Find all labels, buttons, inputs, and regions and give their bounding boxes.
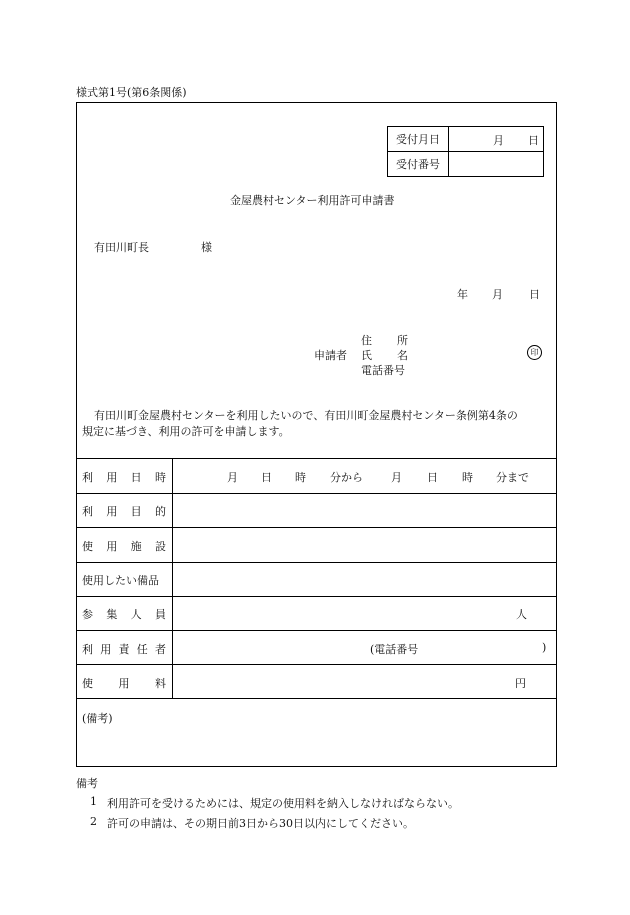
remarks-field[interactable] [77,724,556,766]
receipt-month: 月 [493,134,504,147]
addressee-honorific: 様 [201,241,212,254]
form-title: 金屋農村センター利用許可申請書 [230,194,395,207]
label-datetime: 利 用 日 時 [82,471,166,484]
body-line-1: 有田川町金屋農村センターを利用したいので、有田川町金屋農村センター条例第4条の [94,409,518,422]
fee-field[interactable] [173,665,557,698]
receipt-date-field[interactable] [449,127,544,152]
receipt-date-label: 受付月日 [388,127,449,152]
date-month: 月 [492,288,503,301]
manager-phone-open: (電話番号 [370,643,419,656]
addressee-name: 有田川町長 [94,241,149,254]
date-year: 年 [457,288,468,301]
note-text-2: 許可の申請は、その期日前3日から30日以内にしてください。 [107,817,414,830]
name-char-1: 氏 [361,349,372,362]
receipt-box [387,126,544,177]
label-equipment: 使用したい備品 [82,574,159,587]
applicant-role: 申請者 [314,349,347,362]
address-char-1: 住 [361,334,372,347]
label-manager: 利 用 責 任 者 [82,643,166,656]
address-char-2: 所 [397,334,408,347]
form-number: 様式第1号(第6条関係) [76,86,187,99]
date-day: 日 [529,288,540,301]
manager-phone-close: ) [542,641,547,654]
applicant-phone-label: 電話番号 [361,364,405,377]
receipt-number-label: 受付番号 [388,152,449,177]
body-line-2: 規定に基づき、利用の許可を申請します。 [82,425,290,438]
attendees-unit: 人 [516,608,527,621]
label-purpose: 利 用 目 的 [82,505,166,518]
facility-field[interactable] [173,528,557,562]
purpose-field[interactable] [173,494,557,527]
manager-field[interactable] [173,631,557,664]
label-fee: 使 用 料 [82,677,166,690]
row-divider [76,698,557,699]
note-num-2: 2 [90,815,97,828]
label-facility: 使 用 施 設 [82,540,166,553]
fee-unit: 円 [515,677,526,690]
name-char-2: 名 [397,349,408,362]
datetime-field[interactable]: 月 日 時 分から 月 日 時 分まで [227,471,529,484]
remarks-label: (備考) [82,712,113,725]
attendees-field[interactable] [173,597,557,630]
label-attendees: 参 集 人 員 [82,608,166,621]
notes-title: 備考 [76,777,98,790]
seal-icon: 印 [527,345,542,360]
equipment-field[interactable] [173,563,557,596]
receipt-number-field[interactable] [449,152,544,177]
receipt-day: 日 [528,134,539,147]
note-num-1: 1 [90,795,97,808]
note-text-1: 利用許可を受けるためには、規定の使用料を納入しなければならない。 [107,797,459,810]
